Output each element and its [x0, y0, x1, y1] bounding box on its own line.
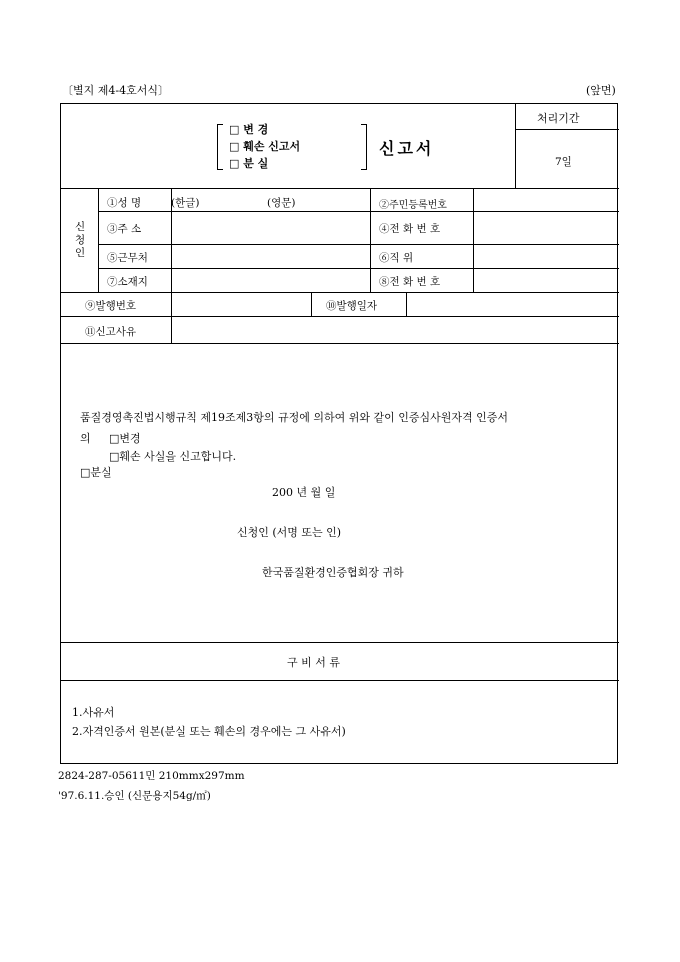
option-change: □변경	[109, 432, 141, 445]
page-side: (앞면)	[586, 84, 616, 97]
option-damage: □훼손 사실을 신고합니다.	[109, 450, 237, 463]
name-label: ①성 명	[107, 197, 142, 209]
title-option-change: □ 변 경	[229, 123, 269, 136]
form-title: 신고서	[379, 139, 435, 158]
applicant-label: 신 청 인	[75, 221, 86, 259]
form-number: 〔별지 제4-4호서식〕	[62, 84, 169, 97]
location-label: ⑦소재지	[107, 276, 148, 288]
issue-number-label: ⑨발행번호	[85, 300, 137, 312]
issue-date-label: ⑩발행일자	[326, 300, 378, 312]
option-lost: □분실	[80, 466, 112, 479]
title-option-damage: □ 훼손 신고서	[229, 140, 301, 153]
phone-label-1: ④전 화 번 호	[379, 223, 441, 235]
document-item: 1.사유서	[72, 706, 115, 719]
workplace-label: ⑤근무처	[107, 252, 148, 264]
right-bracket	[361, 124, 367, 170]
documents-heading: 구 비 서 류	[287, 656, 340, 669]
position-label: ⑥직 위	[379, 252, 414, 264]
address-label: ③주 소	[107, 223, 142, 235]
reason-label: ⑪신고사유	[85, 326, 137, 338]
signer-line: 신청인 (서명 또는 인)	[237, 526, 342, 539]
document-item: 2.자격인증서 원본(분실 또는 훼손의 경우에는 그 사유서)	[72, 725, 346, 738]
statement-line-1: 품질경영촉진법시행규칙 제19조제3항의 규정에 의하여 위와 같이 인증심사원자격 인증서	[80, 411, 509, 424]
name-english-label: (영문)	[267, 197, 296, 209]
processing-period-value: 7일	[555, 156, 572, 168]
name-korean-label: (한글)	[171, 197, 200, 209]
report-form	[60, 103, 618, 764]
footer-spec: 2824-287-05611민 210mmx297mm	[58, 770, 245, 782]
recipient: 한국품질환경인증협회장 귀하	[262, 566, 404, 579]
statement-line-2-prefix: 의	[80, 432, 91, 445]
phone-label-2: ⑧전 화 번 호	[379, 276, 441, 288]
application-date: 200 년 월 일	[272, 486, 336, 499]
footer-approval: '97.6.11.승인 (신문용지54g/㎡)	[58, 790, 211, 802]
rrn-label: ②주민등록번호	[379, 200, 447, 211]
left-bracket	[217, 124, 223, 170]
title-option-lost: □ 분 실	[229, 157, 269, 170]
processing-period-label: 처리기간	[537, 112, 580, 125]
